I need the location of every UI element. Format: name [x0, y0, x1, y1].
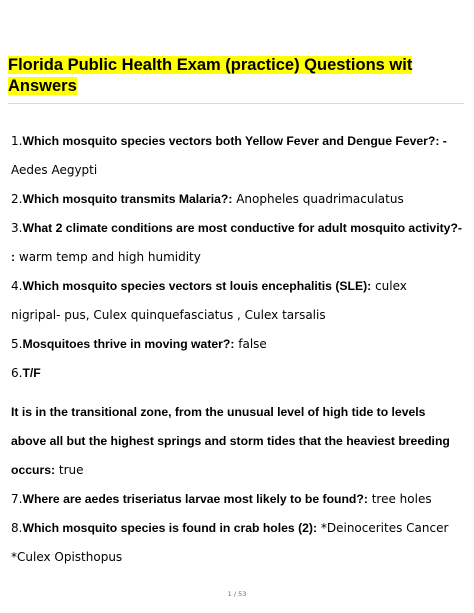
question-number: 1. — [11, 134, 23, 148]
question-number: 2. — [11, 192, 23, 206]
document-title — [8, 55, 412, 97]
title-divider — [8, 103, 464, 104]
question-6 — [11, 365, 41, 381]
question-number: 3. — [11, 221, 23, 235]
answer-text: tree holes — [371, 492, 432, 506]
answer-1 — [11, 162, 97, 178]
question-5 — [11, 336, 267, 352]
question-1 — [11, 133, 447, 149]
answer-text: Aedes Aegypti — [11, 163, 98, 177]
answer-text: Anopheles quadrimaculatus — [236, 192, 404, 206]
answer-4 — [11, 307, 326, 323]
question-number: 6. — [11, 366, 23, 380]
question-text: Which mosquito species vectors st louis encephalitis (SLE): — [22, 279, 372, 293]
question-text: Which mosquito transmits Malaria?: — [22, 192, 233, 206]
title-line-1: Florida Public Health Exam (practice) Questions wit — [8, 56, 413, 74]
question-text: Mosquitoes thrive in moving water?: — [22, 337, 235, 351]
question-text: Where are aedes triseriatus larvae most likely to be found?: — [22, 492, 368, 506]
question-text: Which mosquito species is found in crab holes (2): — [22, 521, 318, 535]
answer-text: *Culex Opisthopus — [11, 550, 123, 564]
question-number: 8. — [11, 521, 23, 535]
answer-8 — [11, 549, 122, 565]
answer-6 — [11, 462, 84, 478]
question-6-line-3 — [11, 433, 450, 449]
answer-text: culex — [375, 279, 407, 293]
question-7 — [11, 491, 432, 507]
question-number: 7. — [11, 492, 23, 506]
answer-3 — [11, 249, 201, 265]
question-text: above all but the highest springs and storm tides that the heaviest breeding — [11, 434, 450, 448]
answer-text: false — [238, 337, 267, 351]
question-8 — [11, 520, 448, 536]
title-line-2: Answers — [8, 77, 77, 95]
question-text: Which mosquito species vectors both Yellow Fever and Dengue Fever?: - — [22, 134, 447, 148]
question-text: What 2 climate conditions are most conductive for adult mosquito activity?- — [22, 221, 462, 235]
question-3 — [11, 220, 462, 236]
question-6-line-2 — [11, 404, 425, 420]
answer-text: nigripal- pus, Culex quinquefasciatus , Culex tarsalis — [11, 308, 326, 322]
question-text: : — [11, 250, 16, 264]
question-2 — [11, 191, 404, 207]
answer-text: true — [58, 463, 84, 477]
question-text: It is in the transitional zone, from the unusual level of high tide to levels — [11, 405, 426, 419]
question-text: T/F — [22, 366, 41, 380]
question-4 — [11, 278, 407, 294]
page-indicator: 1 / 53 — [227, 590, 247, 598]
question-text: occurs: — [11, 463, 56, 477]
question-number: 4. — [11, 279, 23, 293]
question-number: 5. — [11, 337, 23, 351]
answer-text: *Deinocerites Cancer — [320, 521, 449, 535]
answer-text: warm temp and high humidity — [18, 250, 201, 264]
